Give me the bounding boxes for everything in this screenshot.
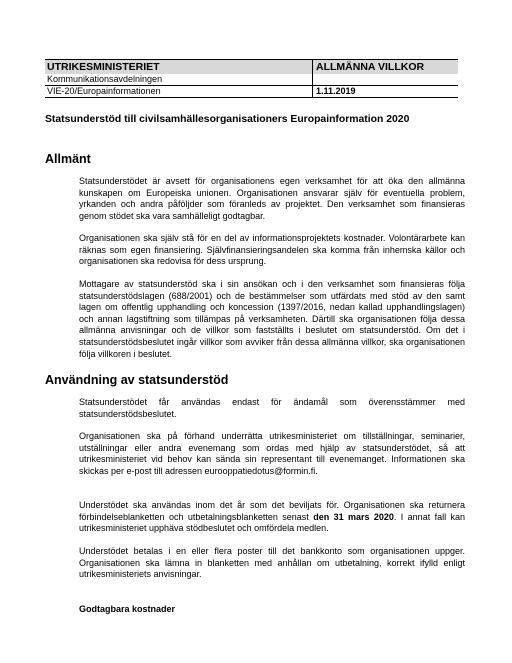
- paragraph-usage-3-text-b: . I annat fall kan utrikesministeriet upphäva stödbeslutet och omfördela medlen.: [79, 511, 465, 534]
- paragraph-general-1: Statsunderstödet är avsett för organisationens egen verksamhet för att öka den allmänna kunskapen om Europeiska unionen. Organisationen ansvarar själv för eventuella problem, yrkanden och andra påföljder som föranleds av projektet. Den verksamhet som finansieras genom stödet ska vara samhälleligt godtagbar.: [79, 176, 465, 221]
- paragraph-usage-4: Understödet betalas i en eller flera poster till det bankkonto som organisationen uppger. Organisationen ska lämna in blanketten med anhållan om utbetalning, korrekt ifylld enligt utrikesministeriets anvisningar.: [79, 546, 465, 580]
- section-heading-usage: Användning av statsunderstöd: [45, 373, 229, 387]
- deadline-date: den 31 mars 2020: [313, 511, 394, 522]
- header-org: UTRIKESMINISTERIET: [45, 60, 313, 74]
- paragraph-general-2: Organisationen ska själv stå för en del av informationsprojektets kostnader. Volontärarbete kan räknas som egen finansiering. Självfinansieringsandelen ska komma från inhemska källor och organisationen ska redovisa för dess ursprung.: [79, 233, 465, 267]
- paragraph-usage-3: [79, 500, 465, 535]
- header-row-2: [45, 74, 458, 85]
- header-row-1: [45, 60, 458, 74]
- paragraph-general-3: Mottagare av statsunderstöd ska i sin ansökan och i den verksamhet som finansieras följa statsunderstödslagen (688/2001) och de bestämmelser som utfärdats med stöd av den samt lagen om offentlig upphandling och koncession (1397/2016, nedan kallad upphandlingslagen) och annan lagstiftning som tillämpas på verksamheten. Därtill ska organisationen följa dessa allmänna anvisningar och de villkor som fastställts i beslutet om statsunderstöd. Om det i statsunderstödsbeslutet ingår villkor som avviker från dessa allmänna villkor, ska organisationen följa villkoren i beslutet.: [79, 279, 465, 359]
- paragraph-usage-3-text-a: Understödet ska användas inom det år som det beviljats för. Organisationen ska returnera förbindelseblanketten och utbetalningsblanketten senast: [79, 500, 465, 522]
- section-heading-general: Allmänt: [45, 152, 91, 166]
- document-header: [45, 59, 458, 98]
- header-unit: VIE-20/Europainformationen: [45, 86, 313, 97]
- header-date: 1.11.2019: [316, 86, 356, 96]
- header-row-3: [45, 85, 458, 97]
- subheading-eligible-costs: Godtagbara kostnader: [79, 604, 176, 614]
- header-empty-cell: [313, 74, 458, 85]
- header-department: Kommunikationsavdelningen: [45, 74, 313, 85]
- header-doc-type: ALLMÄNNA VILLKOR: [316, 61, 425, 73]
- paragraph-usage-2: Organisationen ska på förhand underrätta utrikesministeriet om tillställningar, seminarier, utställningar eller andra evenemang som ordas med hjälp av statsunderstödet, så att utrikesministeriet vid behov kan sända sin representant till evenemanget. Informationen ska skickas per e-post till adressen eurooppatiedotus@formin.fi.: [79, 431, 465, 476]
- document-title: Statsunderstöd till civilsamhällesorganisationers Europainformation 2020: [45, 114, 410, 125]
- paragraph-usage-1: Statsunderstödet får användas endast för ändamål som överensstämmer med statsunderstödsbeslutet.: [79, 397, 465, 419]
